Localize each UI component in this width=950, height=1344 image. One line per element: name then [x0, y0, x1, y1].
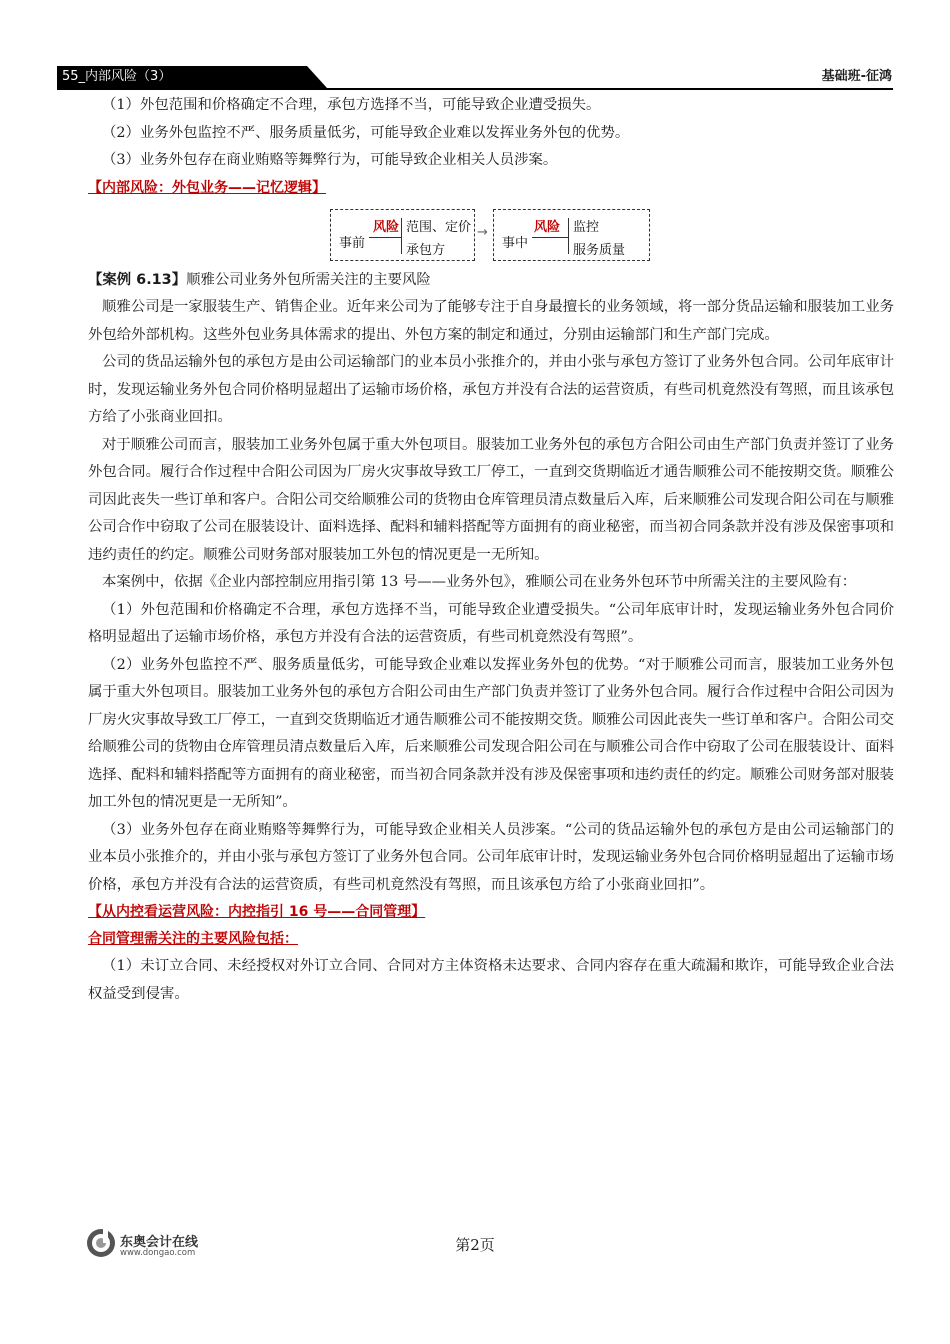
case-paragraph: 公司的货品运输外包的承包方是由公司运输部门的业本员小张推介的，并由小张与承包方签订了业务外包合同。公司年底审计时，发现运输业务外包合同价格明显超出了运输市场价格，承包方并没有合法的运营资质，有些司机竟然没有驾照，而且该承包方给了小张商业回扣。 [88, 354, 894, 425]
page-content [88, 92, 894, 1008]
analysis-item: （1）外包范围和价格确定不合理，承包方选择不当，可能导致企业遭受损失。“公司年底审计时，发现运输业务外包合同价格明显超出了运输市场价格，承包方并没有合法的运营资质，有些司机竟然没有驾照”。 [88, 601, 894, 645]
analysis-item: （2）业务外包监控不严、服务质量低劣，可能导致企业难以发挥业务外包的优势。“对于顺雅公司而言，服装加工业务外包属于重大外包项目。服装加工业务外包的承包方合阳公司由生产部门负责并签订了业务外包合同。履行合作过程中合阳公司因为厂房火灾事故导致工厂停工，一直到交货期临近才通告顺雅公司不能按期交货。顺雅公司因此丧失一些订单和客户。合阳公司交给顺雅公司的货物由仓库管理员清点数量后入库，后来顺雅公司发现合阳公司在与顺雅公司合作中窃取了公司在服装设计、面料选择、配料和辅料搭配等方面拥有的商业秘密，而当初合同条款并没有涉及保密事项和违约责任的约定。顺雅公司财务部对服装加工外包的情况更是一无所知”。 [88, 656, 894, 810]
diagram-during-item2: 服务质量 [573, 242, 626, 258]
case-paragraph: 对于顺雅公司而言，服装加工业务外包属于重大外包项目。服装加工业务外包的承包方合阳公司由生产部门负责并签订了业务外包合同。履行合作过程中合阳公司因为厂房火灾事故导致工厂停工，一直到交货期临近才通告顺雅公司不能按期交货。顺雅公司因此丧失一些订单和客户。合阳公司交给顺雅公司的货物由仓库管理员清点数量后入库，后来顺雅公司发现合阳公司在与顺雅公司合作中窃取了公司在服装设计、面料选择、配料和辅料搭配等方面拥有的商业秘密，而当初合同条款并没有涉及保密事项和违约责任的约定。顺雅公司财务部对服装加工外包的情况更是一无所知。 [88, 436, 894, 563]
case-label: 【案例 6.13】 [88, 271, 187, 288]
diagram-before-risk: 风险 [373, 219, 400, 235]
memory-diagram [88, 203, 894, 267]
diagram-connector [369, 237, 401, 238]
diagram-before-item1: 范围、定价 [406, 219, 472, 235]
header-rule [57, 88, 893, 90]
diagram-before-item2: 承包方 [406, 242, 446, 258]
intro-item: （3）业务外包存在商业贿赂等舞弊行为，可能导致企业相关人员涉案。 [102, 152, 558, 168]
intro-item: （1）外包范围和价格确定不合理，承包方选择不当，可能导致企业遭受损失。 [102, 97, 601, 113]
diagram-bracket [568, 218, 569, 254]
arrow-icon: → [477, 224, 488, 240]
diagram-during-risk: 风险 [534, 219, 561, 235]
header-title: 55_内部风险（3） [62, 69, 172, 84]
header-course: 基础班-征鸿 [821, 69, 892, 84]
footer-brand: 东奥会计在线 [120, 1235, 199, 1250]
contract-risk-item: （1）未订立合同、未经授权对外订立合同、合同对方主体资格未达要求、合同内容存在重大疏漏和欺诈，可能导致企业合法权益受到侵害。 [88, 958, 894, 1002]
diagram-bracket [401, 218, 402, 254]
section-title: 【从内控看运营风险：内控指引 16 号——合同管理】 [88, 904, 426, 920]
diagram-during-item1: 监控 [573, 219, 600, 235]
page-number: 第2页 [455, 1236, 495, 1254]
case-paragraph: 本案例中，依据《企业内部控制应用指引第 13 号——业务外包》，雅顺公司在业务外包环节中所需关注的主要风险有： [102, 574, 857, 590]
intro-item: （2）业务外包监控不严、服务质量低劣，可能导致企业难以发挥业务外包的优势。 [102, 124, 630, 141]
memory-title: 【内部风险：外包业务——记忆逻辑】 [88, 179, 326, 196]
case-heading [88, 267, 894, 295]
diagram-before-label: 事前 [339, 235, 366, 251]
diagram-during-label: 事中 [502, 235, 529, 251]
case-paragraph: 顺雅公司是一家服装生产、销售企业。近年来公司为了能够专注于自身最擅长的业务领域，将一部分货品运输和服装加工业务外包给外部机构。这些外包业务具体需求的提出、外包方案的制定和通过，分别由运输部门和生产部门完成。 [88, 299, 894, 343]
diagram-connector [532, 237, 568, 238]
footer-url[interactable]: www.dongao.com [120, 1248, 196, 1258]
case-title: 顺雅公司业务外包所需关注的主要风险 [186, 271, 431, 288]
analysis-item: （3）业务外包存在商业贿赂等舞弊行为，可能导致企业相关人员涉案。“公司的货品运输外包的承包方是由公司运输部门的业本员小张推介的，并由小张与承包方签订了业务外包合同。公司年底审计时，发现运输业务外包合同价格明显超出了运输市场价格，承包方并没有合法的运营资质，有些司机竟然没有驾照，而且该承包方给了小张商业回扣”。 [88, 821, 894, 893]
section-subtitle: 合同管理需关注的主要风险包括： [88, 931, 298, 947]
diagram-box-before [330, 209, 475, 261]
diagram-box-during [493, 209, 650, 261]
